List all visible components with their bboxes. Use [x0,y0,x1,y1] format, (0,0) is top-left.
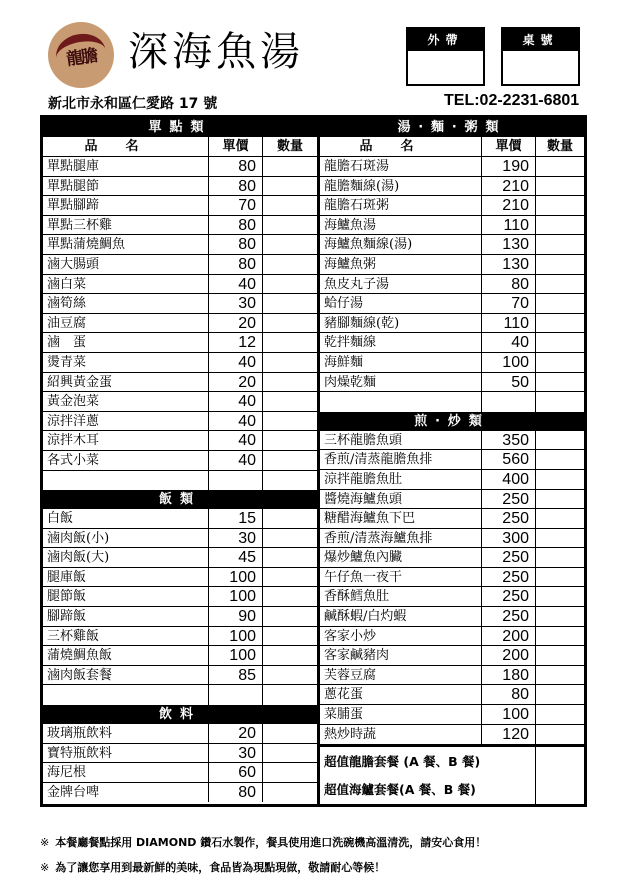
item-name: 午仔魚一夜干 [320,568,482,587]
item-name: 燙青菜 [43,353,209,372]
item-name: 香煎/清蒸海鱸魚排 [320,529,482,548]
item-price: 30 [209,744,263,763]
menu-item-row [320,568,584,588]
item-name: 豬腳麵線(乾) [320,314,482,333]
menu-item-row [43,235,317,255]
item-name: 滷肉飯(小) [43,529,209,548]
item-name: 熱炒時蔬 [320,725,482,745]
note-text: 本餐廳餐點採用 DIAMOND 鑽石水製作，餐具使用進口洗碗機高溫清洗，請安心食用！ [55,836,487,849]
item-price: 210 [482,177,536,196]
quantity-field[interactable] [536,392,584,412]
item-name: 涼拌木耳 [43,431,209,450]
takeout-box[interactable] [406,27,485,86]
quantity-field[interactable] [536,216,584,235]
item-name: 海鱸魚湯 [320,216,482,235]
item-price: 70 [482,294,536,313]
item-name: 芙蓉豆腐 [320,666,482,685]
item-price: 60 [209,763,263,782]
quantity-field[interactable] [536,627,584,646]
quantity-field[interactable] [263,216,317,235]
menu-item-row [43,548,317,568]
quantity-field[interactable] [263,783,317,803]
quantity-field[interactable] [263,294,317,313]
item-name: 玻璃瓶飲料 [43,724,209,743]
menu-item-row [43,763,317,783]
quantity-field[interactable] [536,509,584,528]
note-text: 為了讓您享用到最新鮮的美味，食品皆為現點現做，敬請耐心等候！ [55,861,386,874]
col-price-header: 單價 [482,137,536,156]
note-line [40,855,486,880]
item-name: 海尼根 [43,763,209,782]
quantity-field[interactable] [536,431,584,450]
section-title-soups: 湯‧麵‧粥類 [320,118,584,137]
item-price: 40 [482,333,536,352]
menu-item-row [320,373,584,393]
item-price: 130 [482,255,536,274]
menu-item-row [320,705,584,725]
table-number-box[interactable] [501,27,580,86]
item-name: 滷白菜 [43,275,209,294]
item-price: 110 [482,314,536,333]
quantity-field[interactable] [536,450,584,469]
item-price: 80 [209,177,263,196]
item-price: 180 [482,666,536,685]
item-price [209,685,263,705]
quantity-field[interactable] [536,470,584,489]
item-name: 三杯龍膽魚頭 [320,431,482,450]
table-number-label: 桌號 [503,29,578,51]
item-name: 滷大腸頭 [43,255,209,274]
menu-item-row [320,353,584,373]
menu-item-row [43,744,317,764]
quantity-field[interactable] [536,255,584,274]
item-name: 涼拌龍膽魚肚 [320,470,482,489]
item-name: 腿庫飯 [43,568,209,587]
item-name: 單點腿庫 [43,157,209,176]
rice-list [43,509,317,705]
quantity-field[interactable] [263,353,317,372]
quantity-field[interactable] [536,177,584,196]
sets-list [320,744,584,806]
quantity-field[interactable] [263,666,317,685]
quantity-field[interactable] [536,775,584,806]
item-price: 40 [209,412,263,431]
menu-item-row [43,646,317,666]
item-name: 海鱸魚粥 [320,255,482,274]
menu-item-row [43,685,317,705]
item-price: 100 [209,646,263,665]
column-header [43,137,317,157]
item-price: 90 [209,607,263,626]
menu-item-row [320,392,584,412]
col-name-header: 品名 [43,137,209,156]
quantity-field[interactable] [263,685,317,705]
quantity-field[interactable] [263,275,317,294]
quantity-field[interactable] [536,353,584,372]
item-price: 80 [209,783,263,803]
quantity-field[interactable] [263,392,317,411]
note-mark-icon: ※ [40,836,50,849]
col-qty-header: 數量 [276,139,303,154]
item-name: 蛤仔湯 [320,294,482,313]
item-name: 菜脯蛋 [320,705,482,724]
menu-item-row [43,392,317,412]
item-name: 單點蒲燒鯛魚 [43,235,209,254]
telephone: TEL:02-2231-6801 [444,92,580,109]
menu-item-row [320,529,584,549]
item-name: 龍膽麵線(湯) [320,177,482,196]
menu-item-row [320,235,584,255]
quantity-field[interactable] [263,196,317,215]
item-price: 560 [482,450,536,469]
quantity-field[interactable] [536,685,584,704]
item-name: 三杯雞飯 [43,627,209,646]
soups-list [320,157,584,412]
item-name: 滷筍絲 [43,294,209,313]
quantity-field[interactable] [263,412,317,431]
column-header [320,137,584,157]
menu-order-form [40,115,587,807]
col-price-header: 單價 [209,137,263,156]
item-price: 200 [482,627,536,646]
item-name: 香酥鱈魚肚 [320,587,482,606]
menu-item-row [320,431,584,451]
item-price: 80 [209,235,263,254]
quantity-field[interactable] [536,548,584,567]
item-price: 190 [482,157,536,176]
item-price: 250 [482,587,536,606]
menu-item-row [320,470,584,490]
quantity-field[interactable] [263,529,317,548]
footer-notes [40,830,486,880]
section-title-rice: 飯類 [43,490,317,509]
menu-item-row [320,725,584,745]
menu-right-column [317,118,584,806]
quantity-field[interactable] [536,607,584,626]
item-name: 客家鹹豬肉 [320,646,482,665]
item-name: 蒲燒鯛魚飯 [43,646,209,665]
item-price: 250 [482,490,536,509]
menu-item-row [320,666,584,686]
item-price: 85 [209,666,263,685]
quantity-field[interactable] [263,763,317,782]
menu-item-row [320,607,584,627]
quantity-field[interactable] [263,177,317,196]
menu-item-row [43,431,317,451]
menu-item-row [43,724,317,744]
menu-item-row [43,451,317,471]
item-price: 20 [209,373,263,392]
menu-item-row [320,255,584,275]
quantity-field[interactable] [536,646,584,665]
menu-item-row [43,157,317,177]
drinks-list [43,724,317,802]
menu-item-row [320,275,584,295]
menu-item-row [43,783,317,803]
item-name: 滷肉飯套餐 [43,666,209,685]
note-line [40,830,486,855]
quantity-field[interactable] [263,568,317,587]
item-name: 超值龍膽套餐 (A 餐、B 餐) [320,747,536,775]
address: 新北市永和區仁愛路 17 號 [48,96,218,112]
restaurant-logo [48,22,114,88]
menu-item-row [43,333,317,353]
quantity-field[interactable] [536,275,584,294]
item-name: 海鮮麵 [320,353,482,372]
item-name: 紹興黃金蛋 [43,373,209,392]
quantity-field[interactable] [536,529,584,548]
logo-text: 龍膽 [65,45,98,70]
menu-item-row [320,627,584,647]
item-price: 80 [482,685,536,704]
menu-item-row [43,568,317,588]
menu-item-row [43,196,317,216]
item-name: 龍膽石斑粥 [320,196,482,215]
item-price: 400 [482,470,536,489]
quantity-field[interactable] [263,587,317,606]
item-name: 腿節飯 [43,587,209,606]
menu-item-row [43,412,317,432]
item-price: 40 [209,392,263,411]
quantity-field[interactable] [536,587,584,606]
menu-item-row [43,607,317,627]
fried-list [320,431,584,745]
quantity-field[interactable] [536,294,584,313]
quantity-field[interactable] [263,548,317,567]
item-name: 油豆腐 [43,314,209,333]
menu-item-row [320,333,584,353]
quantity-field[interactable] [536,705,584,724]
item-price: 100 [482,353,536,372]
item-price: 20 [209,314,263,333]
menu-item-row [43,294,317,314]
quantity-field[interactable] [536,747,584,775]
item-price: 80 [209,216,263,235]
item-price [209,471,263,491]
item-name: 滷 蛋 [43,333,209,352]
item-name: 香煎/清蒸龍膽魚排 [320,450,482,469]
item-price: 80 [209,157,263,176]
menu-item-row [320,509,584,529]
quantity-field[interactable] [263,646,317,665]
item-name: 單點三杯雞 [43,216,209,235]
singles-list [43,157,317,490]
item-name: 寶特瓶飲料 [43,744,209,763]
item-price: 80 [482,275,536,294]
item-price: 20 [209,724,263,743]
quantity-field[interactable] [536,666,584,685]
section-title-singles: 單點類 [43,118,317,137]
item-price: 80 [209,255,263,274]
item-price: 110 [482,216,536,235]
item-name: 魚皮丸子湯 [320,275,482,294]
item-price: 250 [482,509,536,528]
item-price: 40 [209,431,263,450]
note-mark-icon: ※ [40,861,50,874]
item-name: 單點腿節 [43,177,209,196]
quantity-field[interactable] [536,568,584,587]
item-name: 腳蹄飯 [43,607,209,626]
quantity-field[interactable] [263,744,317,763]
quantity-field[interactable] [536,725,584,745]
menu-item-row [43,255,317,275]
quantity-field[interactable] [263,235,317,254]
menu-item-row [320,685,584,705]
item-price: 250 [482,607,536,626]
quantity-field[interactable] [263,451,317,470]
quantity-field[interactable] [536,314,584,333]
item-price: 100 [209,568,263,587]
col-name-header: 品名 [320,137,482,156]
item-name [43,471,209,491]
quantity-field[interactable] [263,607,317,626]
item-name: 醬燒海鱸魚頭 [320,490,482,509]
item-name [320,392,482,412]
quantity-field[interactable] [263,373,317,392]
item-name: 海鱸魚麵線(湯) [320,235,482,254]
quantity-field[interactable] [263,431,317,450]
item-name: 肉燥乾麵 [320,373,482,392]
item-price: 300 [482,529,536,548]
takeout-label: 外帶 [408,29,483,51]
menu-item-row [320,548,584,568]
item-price: 120 [482,725,536,745]
menu-item-row [320,294,584,314]
item-price: 40 [209,353,263,372]
quantity-field[interactable] [263,724,317,743]
item-name: 單點腳蹄 [43,196,209,215]
menu-item-row [43,666,317,686]
menu-item-row [43,627,317,647]
quantity-field[interactable] [536,157,584,176]
item-name: 糖醋海鱸魚下巴 [320,509,482,528]
quantity-field[interactable] [263,314,317,333]
item-price: 200 [482,646,536,665]
item-price: 70 [209,196,263,215]
item-name: 爆炒鱸魚內臟 [320,548,482,567]
section-title-fried: 煎‧炒類 [320,412,584,431]
item-name: 乾拌麵線 [320,333,482,352]
menu-item-row [43,471,317,491]
quantity-field[interactable] [263,509,317,528]
item-price: 12 [209,333,263,352]
section-title-drinks: 飲料 [43,705,317,724]
menu-item-row [320,177,584,197]
menu-item-row [43,529,317,549]
menu-item-row [43,373,317,393]
quantity-field[interactable] [536,373,584,392]
menu-item-row [320,450,584,470]
item-name: 金牌台啤 [43,783,209,803]
menu-item-row [320,490,584,510]
item-price: 50 [482,373,536,392]
quantity-field[interactable] [536,235,584,254]
menu-item-row [43,587,317,607]
item-name: 客家小炒 [320,627,482,646]
item-name: 黃金泡菜 [43,392,209,411]
set-menu-row [320,744,584,775]
menu-item-row [320,646,584,666]
item-name: 龍膽石斑湯 [320,157,482,176]
item-name: 超值海鱸套餐(A 餐、B 餐) [320,775,536,806]
menu-item-row [320,196,584,216]
quantity-field[interactable] [536,333,584,352]
item-price: 350 [482,431,536,450]
menu-item-row [320,587,584,607]
item-price: 15 [209,509,263,528]
item-name: 蔥花蛋 [320,685,482,704]
shop-name: 深海魚湯 [128,29,304,75]
menu-item-row [320,216,584,236]
item-price: 30 [209,294,263,313]
menu-item-row [320,314,584,334]
item-name: 各式小菜 [43,451,209,470]
menu-left-column [43,118,317,802]
item-price: 100 [482,705,536,724]
menu-item-row [43,314,317,334]
quantity-field[interactable] [263,471,317,491]
item-price: 130 [482,235,536,254]
item-price: 250 [482,548,536,567]
item-price: 40 [209,451,263,470]
quantity-field[interactable] [263,333,317,352]
item-name: 涼拌洋蔥 [43,412,209,431]
item-price: 250 [482,568,536,587]
menu-item-row [43,177,317,197]
item-name: 白飯 [43,509,209,528]
item-name [43,685,209,705]
item-price: 45 [209,548,263,567]
item-price: 100 [209,627,263,646]
item-price [482,392,536,412]
set-menu-row [320,775,584,806]
item-name: 滷肉飯(大) [43,548,209,567]
menu-item-row [43,509,317,529]
quantity-field[interactable] [536,196,584,215]
quantity-field[interactable] [263,627,317,646]
item-price: 210 [482,196,536,215]
item-price: 100 [209,587,263,606]
menu-item-row [320,157,584,177]
menu-item-row [43,353,317,373]
menu-item-row [43,275,317,295]
col-qty-header: 數量 [546,139,573,154]
item-name: 鹹酥蝦/白灼蝦 [320,607,482,626]
item-price: 30 [209,529,263,548]
quantity-field[interactable] [536,490,584,509]
item-price: 40 [209,275,263,294]
menu-item-row [43,216,317,236]
quantity-field[interactable] [263,255,317,274]
quantity-field[interactable] [263,157,317,176]
